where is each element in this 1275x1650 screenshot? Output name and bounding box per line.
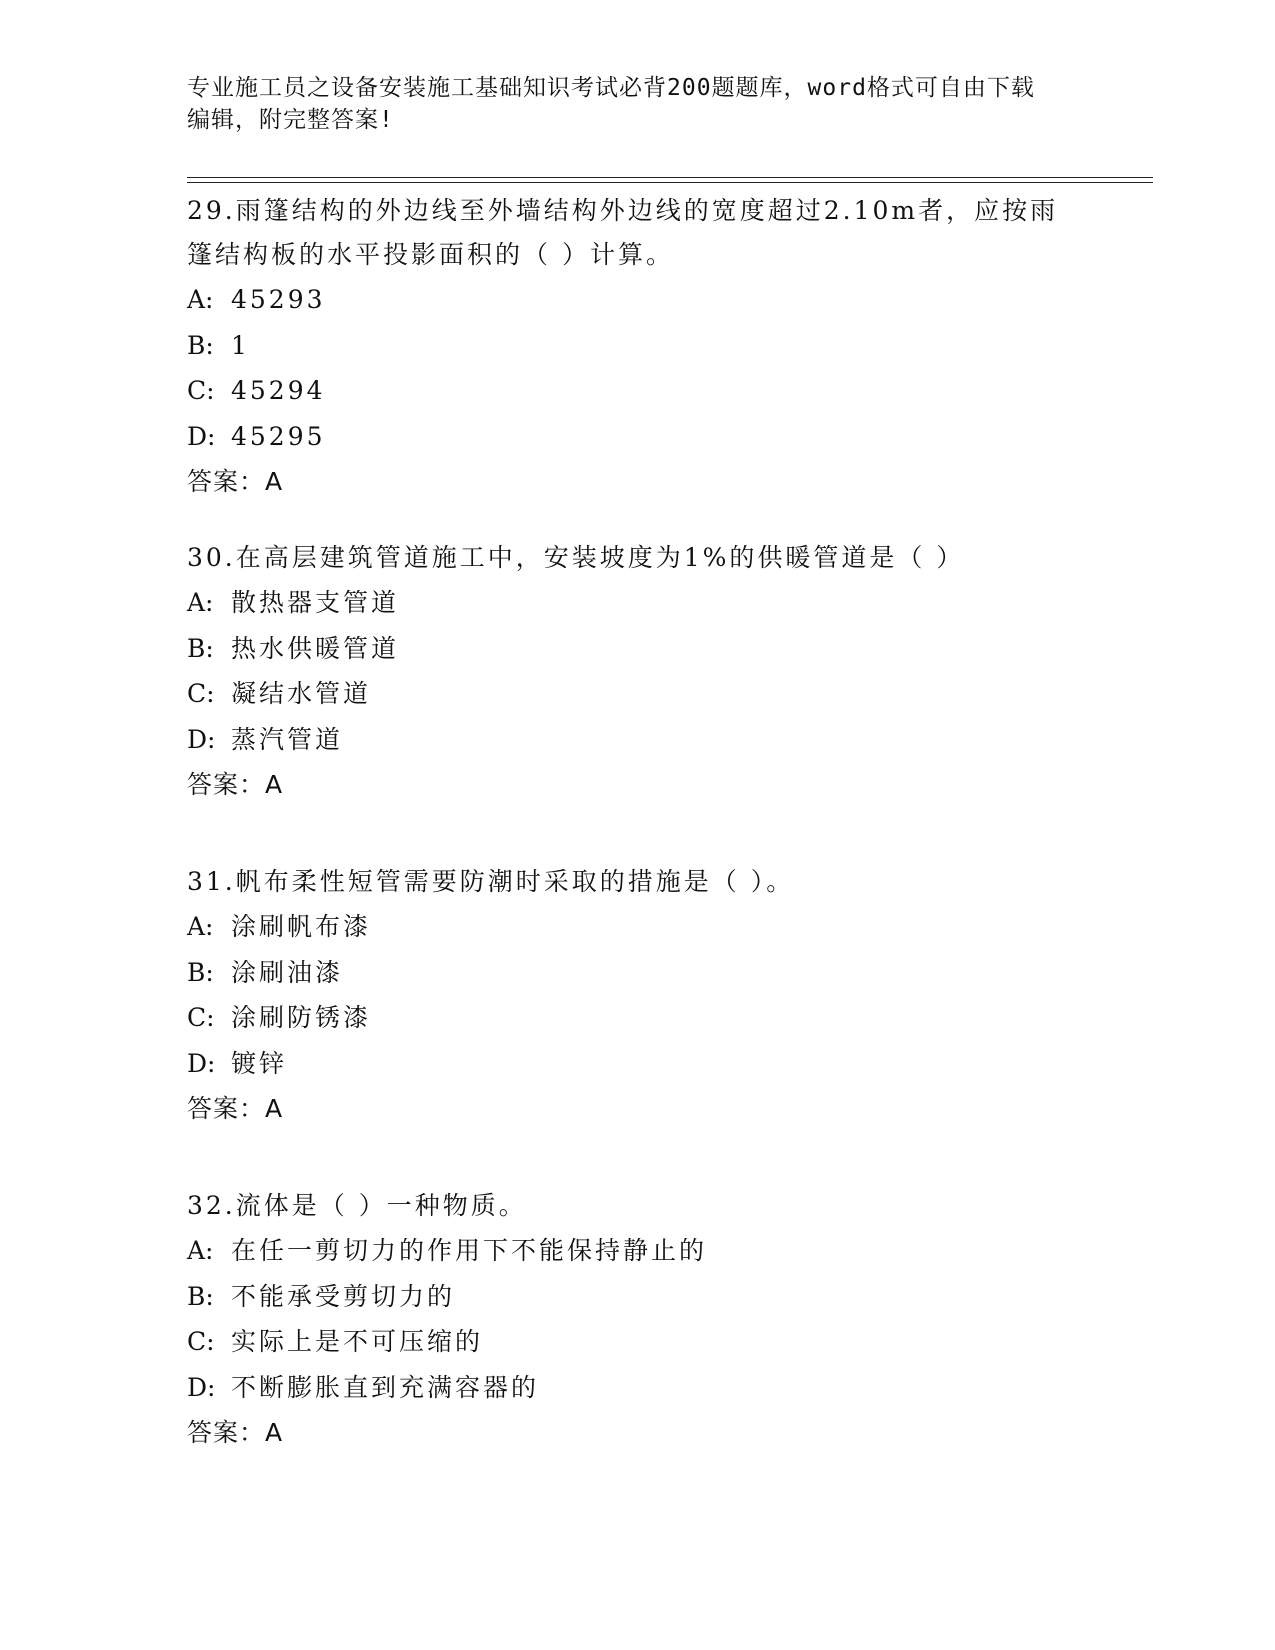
option-label: C: <box>187 1327 215 1356</box>
option-d <box>187 1365 1087 1411</box>
option-text: 涂刷防锈漆 <box>231 1003 372 1032</box>
header-divider-top <box>187 177 1153 178</box>
option-d <box>187 717 1087 763</box>
option-label: D: <box>187 724 216 754</box>
option-label: D: <box>187 421 216 451</box>
option-text: 凝结水管道 <box>231 679 372 708</box>
option-label: D: <box>187 1372 216 1402</box>
question-30 <box>187 536 1087 808</box>
header-divider-bottom <box>187 182 1153 183</box>
option-c <box>187 368 1087 414</box>
header-line-2: 编辑，附完整答案! <box>187 107 394 133</box>
option-b <box>187 323 1087 369</box>
option-b <box>187 950 1087 996</box>
option-label: A: <box>187 912 214 941</box>
document-header <box>187 72 1067 136</box>
option-d <box>187 1041 1087 1087</box>
question-29 <box>187 189 1087 505</box>
option-text: 蒸汽管道 <box>231 724 344 754</box>
question-stem-continued: 篷结构板的水平投影面积的（ ）计算。 <box>187 240 674 269</box>
option-label: B: <box>187 1281 214 1311</box>
question-32 <box>187 1184 1087 1456</box>
option-label: B: <box>187 330 214 360</box>
option-label: A: <box>187 285 214 314</box>
option-text: 散热器支管道 <box>231 588 400 617</box>
header-line-1: 专业施工员之设备安装施工基础知识考试必背200题题库，word格式可自由下载 <box>187 75 1035 101</box>
option-label: B: <box>187 633 214 663</box>
option-c <box>187 671 1087 717</box>
option-text: 涂刷油漆 <box>231 957 344 987</box>
question-stem: 30.在高层建筑管道施工中，安装坡度为1%的供暖管道是（ ） <box>187 543 965 572</box>
option-label: D: <box>187 1048 216 1078</box>
option-d <box>187 414 1087 460</box>
option-text: 不能承受剪切力的 <box>231 1281 456 1311</box>
option-text: 不断膨胀直到充满容器的 <box>231 1372 540 1402</box>
option-a <box>187 1228 1087 1274</box>
option-text: 1 <box>231 330 250 360</box>
option-text: 镀锌 <box>231 1048 288 1078</box>
option-text: 热水供暖管道 <box>231 633 400 663</box>
answer-line: 答案：A <box>187 467 284 496</box>
option-text: 45293 <box>231 285 326 314</box>
answer-line: 答案：A <box>187 1418 284 1447</box>
option-a <box>187 904 1087 950</box>
option-label: C: <box>187 376 215 405</box>
question-stem: 32.流体是（ ）一种物质。 <box>187 1191 527 1220</box>
option-b <box>187 1274 1087 1320</box>
option-text: 45295 <box>231 421 326 451</box>
option-c <box>187 995 1087 1041</box>
option-c <box>187 1319 1087 1365</box>
option-a <box>187 277 1087 323</box>
option-text: 涂刷帆布漆 <box>231 912 372 941</box>
option-b <box>187 626 1087 672</box>
option-label: A: <box>187 1236 214 1265</box>
answer-line: 答案：A <box>187 770 284 799</box>
option-text: 在任一剪切力的作用下不能保持静止的 <box>231 1236 708 1265</box>
option-a <box>187 580 1087 626</box>
answer-line: 答案：A <box>187 1094 284 1123</box>
option-label: C: <box>187 679 215 708</box>
option-text: 45294 <box>231 376 326 405</box>
option-text: 实际上是不可压缩的 <box>231 1327 484 1356</box>
question-31 <box>187 860 1087 1132</box>
option-label: C: <box>187 1003 215 1032</box>
option-label: A: <box>187 588 214 617</box>
question-stem: 31.帆布柔性短管需要防潮时采取的措施是（ ）。 <box>187 867 795 896</box>
option-label: B: <box>187 957 214 987</box>
question-stem: 29.雨篷结构的外边线至外墙结构外边线的宽度超过2.10m者，应按雨 <box>187 196 1059 225</box>
